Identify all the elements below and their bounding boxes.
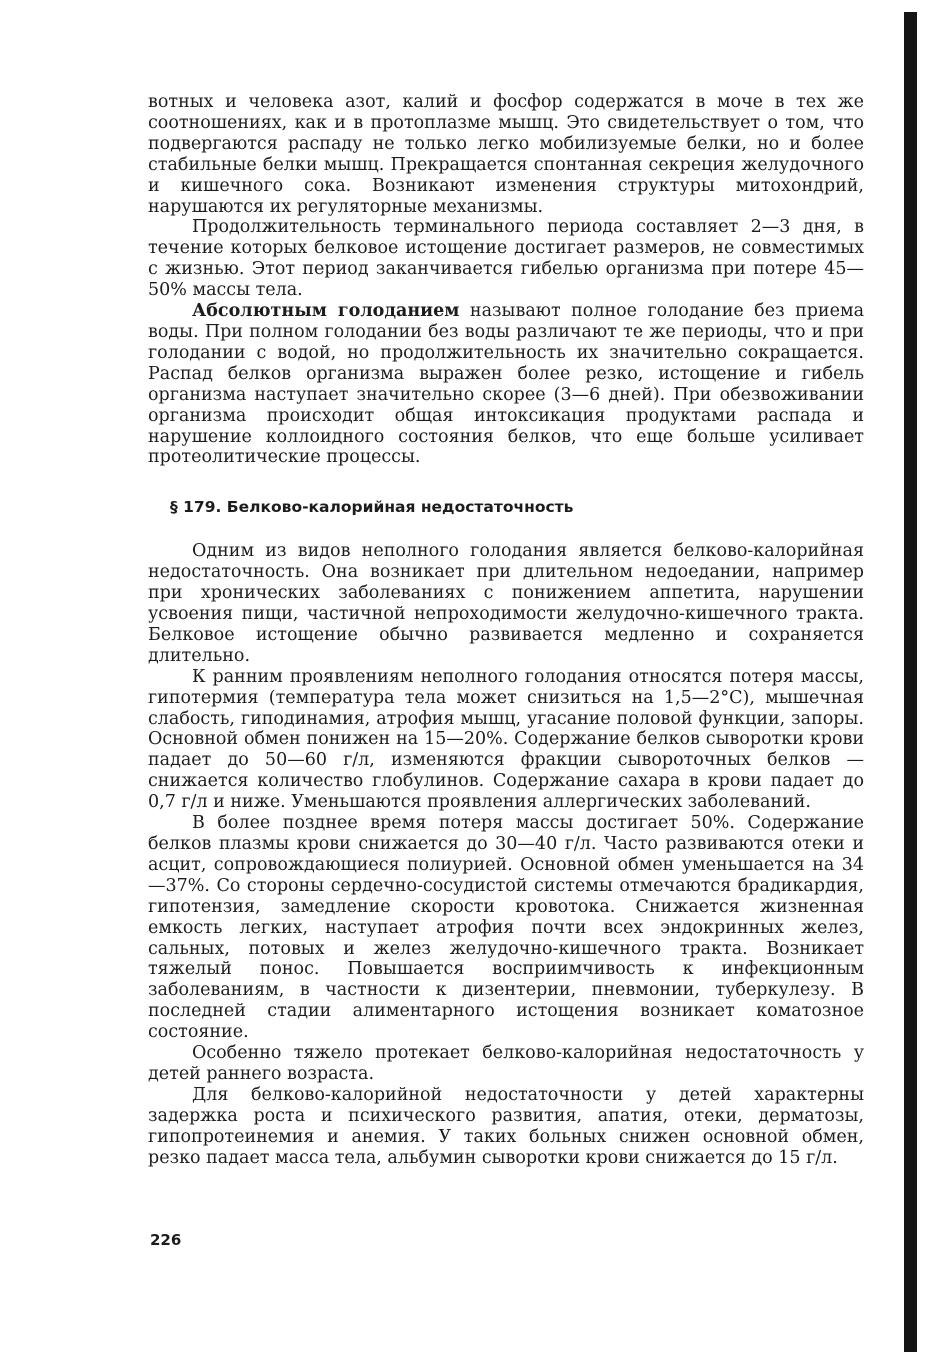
paragraph-text: В более позднее время потеря массы достигает 50%. Содержание белков плазмы крови снижается до 30—40 г/л. Часто развиваются отеки и асцит, сопровождающиеся полиурией. Основной обмен уменьшается на 34—37%. Со стороны сердечно-сосудистой системы отмечаются брадикардия, гипотензия, замедление скорости кровотока. Снижается жизненная емкость легких, наступает атрофия почти всех эндокринных желез, сальных, потовых и желез желудочно-кишечного тракта. Возникает тяжелый понос. Повышается восприимчивость к инфекционным заболеваниям, в частности к дизентерии, пневмонии, туберкулезу. В последней стадии алиментарного истощения возникает коматозное состояние. <box>148 813 864 1043</box>
paragraph-continuation <box>148 92 864 217</box>
page-number: 226 <box>150 1231 182 1249</box>
page-body <box>148 92 864 1169</box>
paragraph-absolute-starvation <box>148 301 864 468</box>
paragraph-text: Продолжительность терминального периода составляет 2—3 дня, в течение которых белковое истощение достигает размеров, не совместимых с жизнью. Этот период заканчивается гибелью организма при потере 45—50% массы тела. <box>148 217 864 301</box>
paragraph-text: называют полное голодание без приема воды. При полном голодании без воды различают те же периоды, что и при голодании с водой, но продолжительность их значительно сокращается. Распад белков организма выражен более резко, истощение и гибель организма наступает значительно скорее (3—6 дней). При обезвоживании организма происходит общая интоксикация продуктами распада и нарушение коллоидного состояния белков, что еще больше усиливает протеолитические процессы. <box>148 301 864 468</box>
paragraph-text: Для белково-калорийной недостаточности у детей характерны задержка роста и психического развития, апатия, отеки, дерматозы, гипопротеинемия и анемия. У таких больных снижен основной обмен, резко падает масса тела, альбумин сыворотки крови снижается до 15 г/л. <box>148 1084 864 1168</box>
paragraph-text: К ранним проявлениям неполного голодания относятся потеря массы, гипотермия (температура тела может снизиться на 1,5—2°C), мышечная слабость, гиподинамия, атрофия мышц, угасание половой функции, запоры. Основной обмен понижен на 15—20%. Содержание белков сыворотки крови падает до 50—60 г/л, изменяются фракции сывороточных белков — снижается количество глобулинов. Содержание сахара в крови падает до 0,7 г/л и ниже. Уменьшаются проявления аллергических заболеваний. <box>148 666 864 813</box>
section-heading: § 179. Белково-калорийная недостаточность <box>170 498 574 517</box>
paragraph-definition <box>148 541 864 666</box>
paragraph-terminal-period <box>148 217 864 301</box>
paragraph-text: вотных и человека азот, калий и фосфор содержатся в моче в тех же соотношениях, как и в протоплазме мышц. Это свидетельствует о том, что подвергаются распаду не только легко мобилизуемые белки, но и более стабильные белки мышц. Прекращается спонтанная секреция желудочного и кишечного сока. Возникают изменения структуры митохондрий, нарушаются их регуляторные механизмы. <box>148 92 864 217</box>
paragraph-late-signs <box>148 813 864 1043</box>
scan-edge-bar <box>904 12 917 1352</box>
paragraph-text: Особенно тяжело протекает белково-калорийная недостаточность у детей раннего возраста. <box>148 1043 864 1084</box>
paragraph-children-symptoms <box>148 1085 864 1169</box>
paragraph-early-signs <box>148 667 864 813</box>
bold-term: Абсолютным голоданием <box>192 301 460 322</box>
paragraph-text: Одним из видов неполного голодания является белково-калорийная недостаточность. Она возникает при длительном недоедании, например при хронических заболеваниях с понижением аппетита, нарушении усвоения пищи, частичной непроходимости желудочно-кишечного тракта. Белковое истощение обычно развивается медленно и сохраняется длительно. <box>148 541 864 666</box>
paragraph-children-note <box>148 1043 864 1085</box>
